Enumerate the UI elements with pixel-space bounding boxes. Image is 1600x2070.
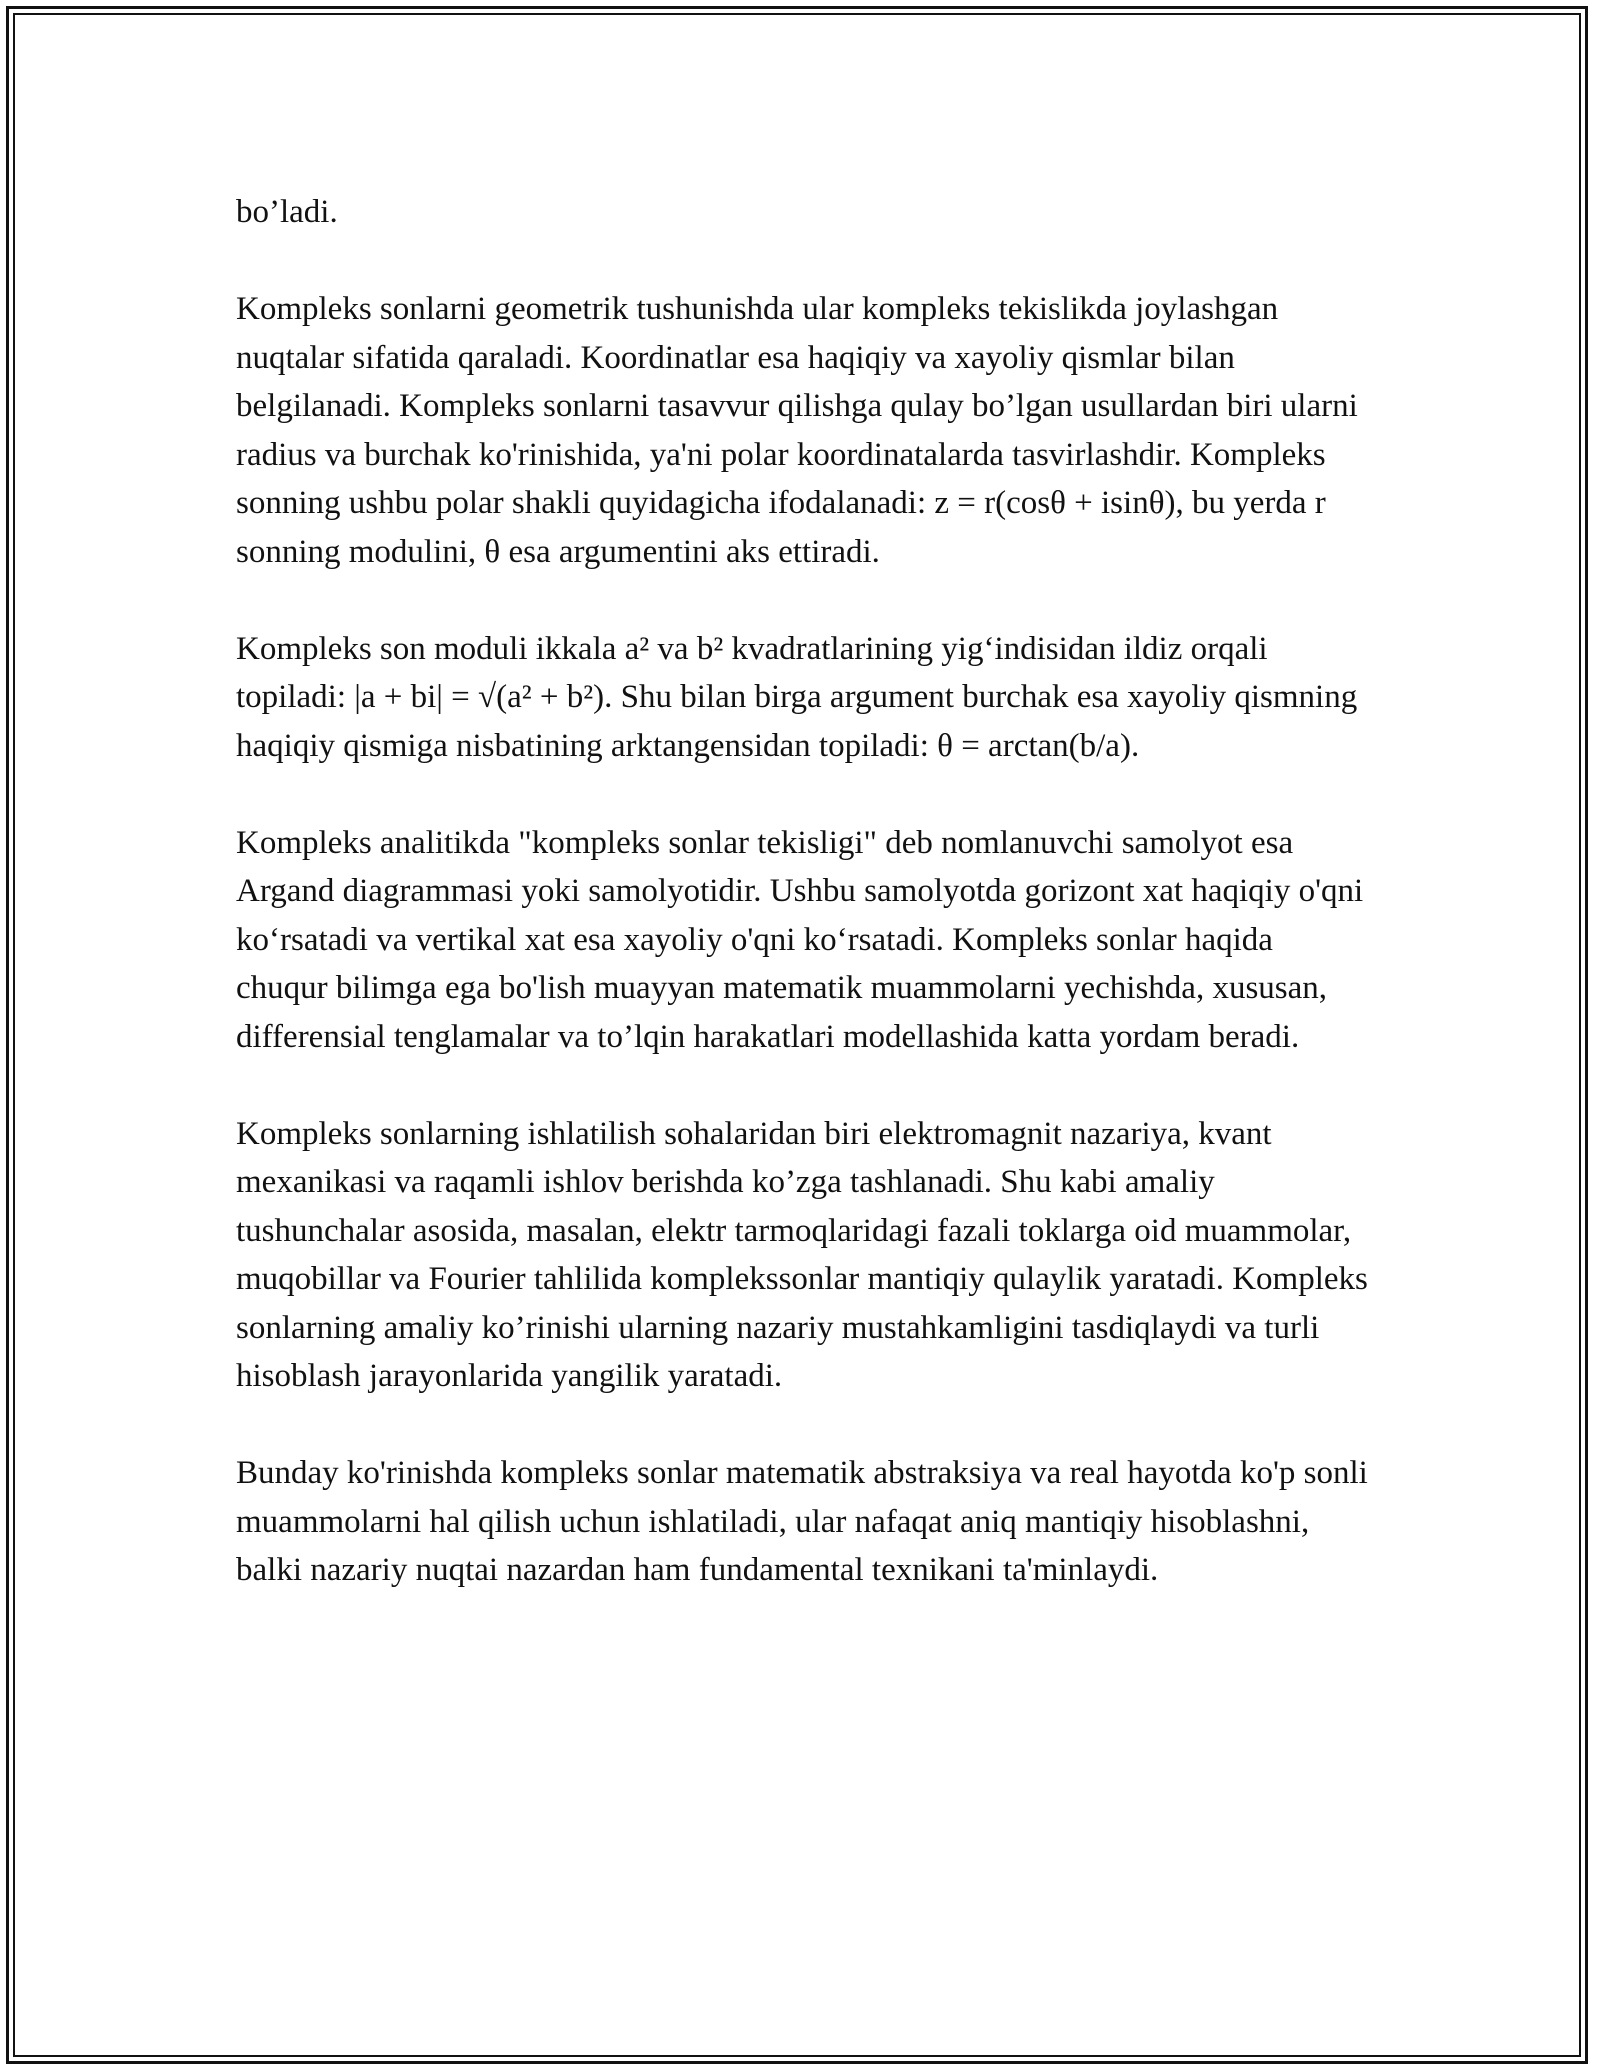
paragraph-3: Kompleks son moduli ikkala a² va b² kvadratlarining yig‘indisidan ildiz orqali topiladi: |a + bi| = √(a² + b²). Shu bilan birga argument burchak esa xayoliy qismning haqiqiy qismiga nisbatining arktangensidan topiladi: θ = arctan(b/a). [236,630,1358,764]
paragraph-6: Bunday ko'rinishda kompleks sonlar matematik abstraksiya va real hayotda ko'p sonli muammolarni hal qilish uchun ishlatiladi, ular nafaqat aniq mantiqiy hisoblashni, balki nazariy nuqtai nazardan ham fundamental texnikani ta'minlaydi. [236,1455,1368,1588]
paragraph-1: bo’ladi. [236,194,338,230]
paragraph-4: Kompleks analitikda "kompleks sonlar tekisligi" deb nomlanuvchi samolyot esa Argand diagrammasi yoki samolyotidir. Ushbu samolyotda gorizont xat haqiqiy o'qni ko‘rsatadi va vertikal xat esa xayoliy o'qni ko‘rsatadi. Kompleks sonlar haqida chuqur bilimga ega bo'lish muayyan matematik muammolarni yechishda, xususan, differensial tenglamalar va to’lqin harakatlari modellashida katta yordam beradi. [236,824,1364,1055]
paragraph-2: Kompleks sonlarni geometrik tushunishda ular kompleks tekislikda joylashgan nuqtalar sifatida qaraladi. Koordinatlar esa haqiqiy va xayoliy qismlar bilan belgilanadi. Kompleks sonlarni tasavvur qilishga qulay bo’lgan usullardan biri ularni radius va burchak ko'rinishida, ya'ni polar koordinatalarda tasvirlashdir. Kompleks sonning ushbu polar shakli quyidagicha ifodalanadi: z = r(cosθ + isinθ), bu yerda r sonning modulini, θ esa argumentini aks ettiradi. [236,291,1358,570]
paragraph-5: Kompleks sonlarning ishlatilish sohalaridan biri elektromagnit nazariya, kvant mexanikasi va raqamli ishlov berishda ko’zga tashlanadi. Shu kabi amaliy tushunchalar asosida, masalan, elektr tarmoqlaridagi fazali toklarga oid muammolar, muqobillar va Fourier tahlilida komplekssonlar mantiqiy qulaylik yaratadi. Kompleks sonlarning amaliy ko’rinishi ularning nazariy mustahkamligini tasdiqlaydi va turli hisoblash jarayonlarida yangilik yaratadi. [236,1115,1368,1394]
document-body [236,188,1371,1643]
